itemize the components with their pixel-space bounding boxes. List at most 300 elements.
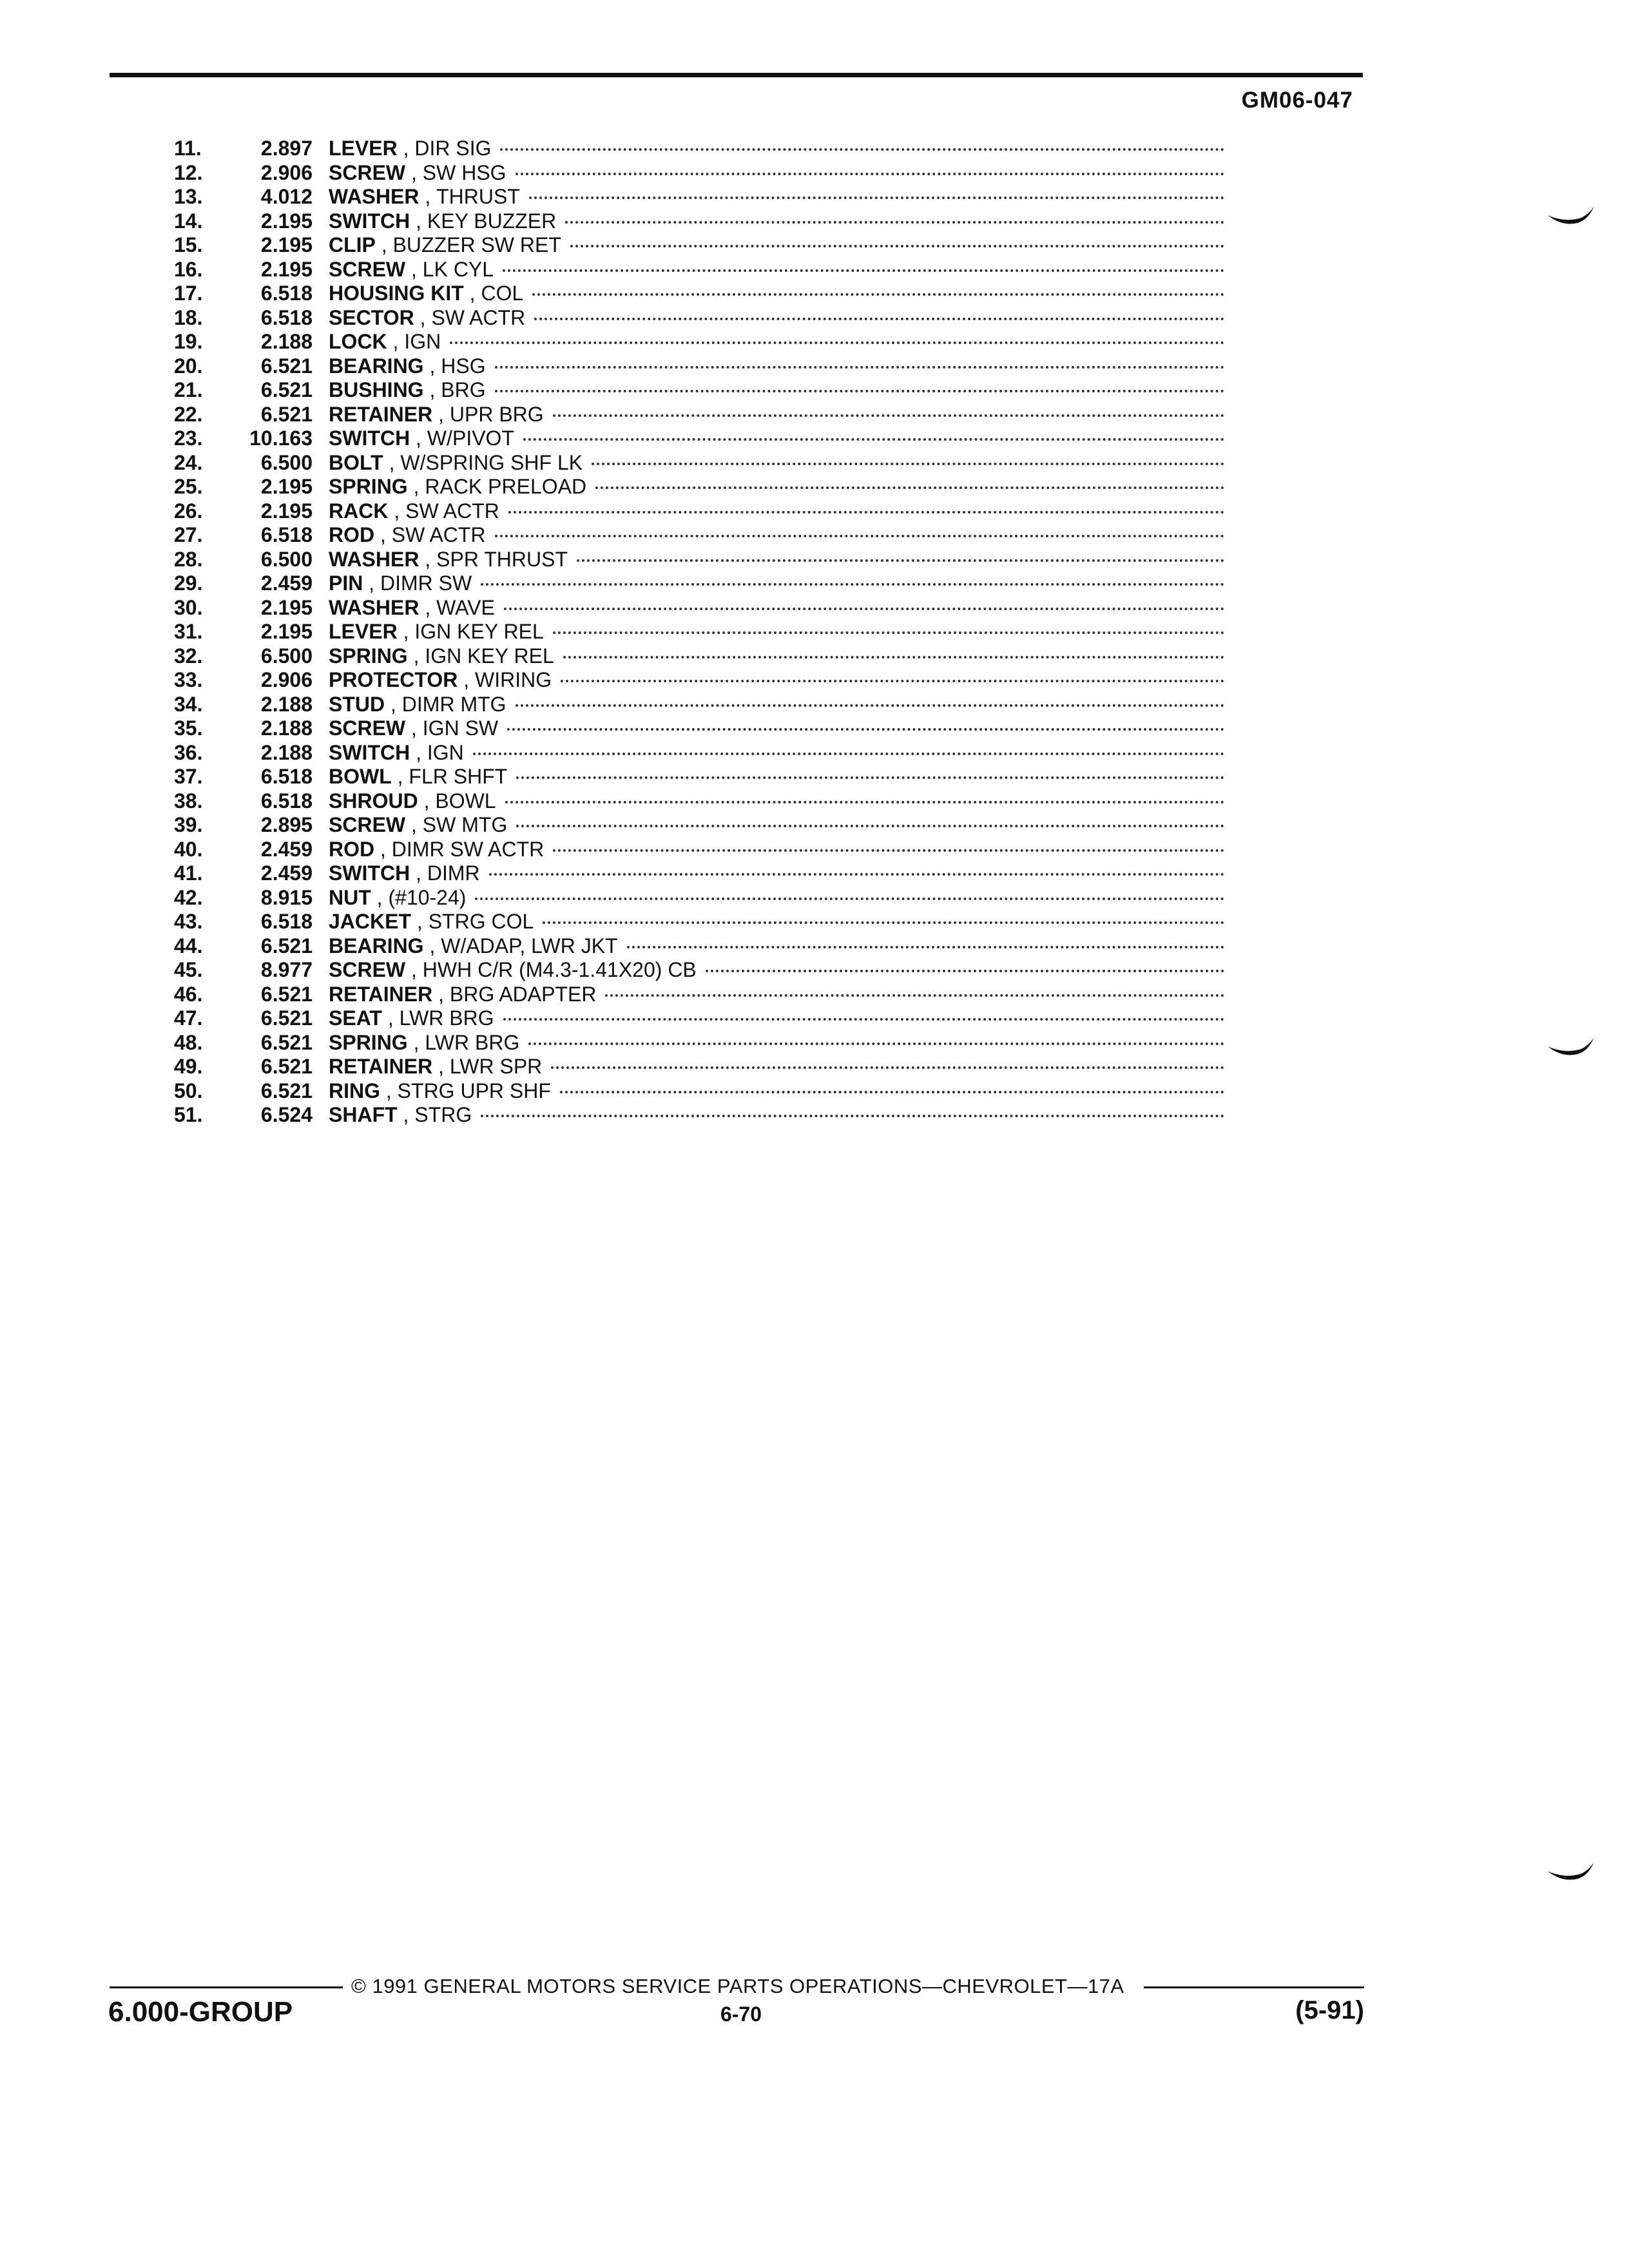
group-code: 6.500 xyxy=(260,450,313,474)
dot-leader xyxy=(627,946,1224,948)
part-number: 18. xyxy=(174,305,203,329)
part-number: 31. xyxy=(174,620,203,643)
separator: , xyxy=(380,1079,398,1102)
part-row xyxy=(0,330,1629,354)
separator: , xyxy=(432,982,450,1006)
part-qualifier: FLR SHFT xyxy=(409,765,508,788)
separator: , xyxy=(423,354,441,378)
part-row xyxy=(0,886,1629,910)
dot-leader xyxy=(529,197,1224,199)
part-row xyxy=(0,1006,1629,1031)
group-code: 10.163 xyxy=(249,427,313,450)
separator: , xyxy=(405,716,423,740)
dot-leader xyxy=(516,704,1224,707)
part-name: RACK xyxy=(329,499,389,523)
part-row xyxy=(0,572,1629,596)
part-qualifier: HSG xyxy=(441,354,486,378)
part-number: 39. xyxy=(174,813,203,836)
dot-leader xyxy=(475,898,1224,900)
group-code: 2.906 xyxy=(260,668,313,691)
part-description xyxy=(329,233,1224,258)
part-qualifier: SW ACTR xyxy=(431,305,526,329)
part-qualifier: KEY BUZZER xyxy=(427,209,557,233)
part-name: SPRING xyxy=(329,644,408,668)
part-name: BUSHING xyxy=(329,378,424,401)
separator: , xyxy=(363,572,381,595)
group-code: 6.521 xyxy=(260,934,313,957)
part-name: ROD xyxy=(329,523,375,546)
part-qualifier: BUZZER SW RET xyxy=(392,233,561,256)
part-qualifier: BRG xyxy=(441,378,486,401)
part-row xyxy=(0,620,1629,644)
part-description xyxy=(329,596,1224,620)
binder-hole-mark-bottom xyxy=(1545,1856,1597,1888)
part-number: 33. xyxy=(174,668,203,691)
dot-leader xyxy=(489,873,1224,876)
part-qualifier: WAVE xyxy=(436,595,495,619)
separator: , xyxy=(458,668,475,691)
group-code: 2.459 xyxy=(260,861,313,885)
footer-copyright: © 1991 GENERAL MOTORS SERVICE PARTS OPERATIONS—CHEVROLET—17A xyxy=(351,1975,1124,1997)
part-description xyxy=(329,572,1224,596)
part-row xyxy=(0,668,1629,693)
part-qualifier: W/SPRING SHF LK xyxy=(400,450,583,474)
part-row xyxy=(0,741,1629,765)
part-qualifier: STRG UPR SHF xyxy=(397,1079,551,1102)
separator: , xyxy=(411,910,429,933)
part-row xyxy=(0,789,1629,814)
part-description xyxy=(329,765,1224,789)
group-code: 2.195 xyxy=(260,209,313,233)
part-name: RETAINER xyxy=(329,402,433,426)
part-number: 26. xyxy=(174,499,203,523)
part-name: CLIP xyxy=(329,233,376,256)
part-qualifier: IGN xyxy=(427,740,464,764)
part-qualifier: STRG xyxy=(414,1103,472,1126)
part-number: 23. xyxy=(174,427,203,450)
part-description xyxy=(329,209,1224,234)
group-code: 4.012 xyxy=(260,185,313,208)
part-number: 25. xyxy=(174,475,203,498)
part-name: HOUSING KIT xyxy=(329,282,464,305)
revision-date: (5-91) xyxy=(1295,1996,1364,2024)
part-name: SCREW xyxy=(329,958,406,981)
part-qualifier: (#10-24) xyxy=(388,885,467,909)
group-code: 2.906 xyxy=(260,160,313,184)
part-qualifier: IGN KEY REL xyxy=(425,644,554,668)
part-row xyxy=(0,499,1629,524)
footer-rule-left xyxy=(110,1986,343,1988)
dot-leader xyxy=(481,1115,1224,1117)
part-description xyxy=(329,1079,1224,1104)
part-description xyxy=(329,983,1224,1007)
group-code: 6.500 xyxy=(260,547,313,571)
part-row xyxy=(0,838,1629,862)
part-number: 46. xyxy=(174,982,203,1006)
dot-leader xyxy=(503,1018,1224,1021)
dot-leader xyxy=(563,656,1224,658)
part-qualifier: BOWL xyxy=(435,789,496,812)
dot-leader xyxy=(505,801,1224,803)
separator: , xyxy=(381,1006,400,1030)
part-description xyxy=(329,1006,1224,1031)
part-number: 16. xyxy=(174,257,203,281)
part-row xyxy=(0,1055,1629,1079)
part-qualifier: STRG COL xyxy=(428,910,534,933)
separator: , xyxy=(391,765,409,788)
part-description xyxy=(329,644,1224,669)
group-code: 2.459 xyxy=(260,837,313,861)
separator: , xyxy=(419,185,437,208)
part-row xyxy=(0,282,1629,306)
part-number: 21. xyxy=(174,378,203,401)
separator: , xyxy=(423,934,441,957)
part-qualifier: W/ADAP, LWR JKT xyxy=(441,934,618,957)
part-number: 36. xyxy=(174,740,203,764)
part-number: 34. xyxy=(174,692,203,716)
part-name: SECTOR xyxy=(329,305,414,329)
dot-leader xyxy=(706,970,1224,972)
separator: , xyxy=(410,861,427,885)
part-number: 13. xyxy=(174,185,203,208)
part-name: SHAFT xyxy=(329,1103,398,1126)
page-number: 6-70 xyxy=(720,2003,762,2026)
group-code: 2.195 xyxy=(260,620,313,643)
part-row xyxy=(0,451,1629,476)
separator: , xyxy=(407,1030,425,1054)
part-qualifier: IGN KEY REL xyxy=(414,620,544,643)
part-description xyxy=(329,838,1224,862)
part-number: 15. xyxy=(174,233,203,256)
part-description xyxy=(329,137,1224,161)
separator: , xyxy=(423,378,441,401)
dot-leader xyxy=(450,341,1224,344)
part-qualifier: SW MTG xyxy=(422,813,508,836)
part-description xyxy=(329,258,1224,282)
dot-leader xyxy=(551,1066,1224,1069)
part-qualifier: SW ACTR xyxy=(391,523,486,546)
part-row xyxy=(0,548,1629,572)
part-qualifier: COL xyxy=(481,282,524,305)
group-code: 2.195 xyxy=(260,595,313,619)
part-name: SPRING xyxy=(329,1030,408,1054)
part-name: PROTECTOR xyxy=(329,668,458,691)
group-code: 6.521 xyxy=(260,1079,313,1102)
separator: , xyxy=(385,692,402,716)
group-code: 6.521 xyxy=(260,402,313,426)
separator: , xyxy=(407,475,425,498)
part-number: 50. xyxy=(174,1079,203,1102)
dot-leader xyxy=(516,173,1224,175)
part-name: RING xyxy=(329,1079,380,1102)
part-name: SCREW xyxy=(329,813,406,836)
dot-leader xyxy=(592,463,1224,465)
part-name: ROD xyxy=(329,837,375,861)
dot-leader xyxy=(553,414,1224,417)
group-code: 6.518 xyxy=(260,305,313,329)
part-qualifier: LWR BRG xyxy=(425,1030,520,1054)
part-description xyxy=(329,499,1224,524)
part-row xyxy=(0,596,1629,620)
part-row xyxy=(0,1079,1629,1104)
separator: , xyxy=(405,813,423,836)
part-number: 24. xyxy=(174,450,203,474)
part-qualifier: LWR SPR xyxy=(449,1055,543,1078)
part-name: SPRING xyxy=(329,475,408,498)
part-description xyxy=(329,330,1224,354)
part-name: BEARING xyxy=(329,934,424,957)
part-description xyxy=(329,1055,1224,1079)
group-code: 8.915 xyxy=(260,885,313,909)
part-qualifier: IGN xyxy=(404,330,441,353)
part-description xyxy=(329,185,1224,209)
separator: , xyxy=(432,402,450,426)
part-description xyxy=(329,282,1224,306)
document-code: GM06-047 xyxy=(1241,88,1353,113)
part-description xyxy=(329,813,1224,838)
part-qualifier: SW ACTR xyxy=(405,499,499,523)
part-name: BOWL xyxy=(329,765,392,788)
part-number: 17. xyxy=(174,282,203,305)
part-row xyxy=(0,716,1629,741)
group-code: 6.518 xyxy=(260,523,313,546)
dot-leader xyxy=(532,293,1224,296)
dot-leader xyxy=(481,583,1224,586)
dot-leader xyxy=(528,1043,1224,1045)
part-number: 30. xyxy=(174,595,203,619)
group-code: 8.977 xyxy=(260,958,313,981)
dot-leader xyxy=(495,390,1224,392)
part-row xyxy=(0,306,1629,331)
separator: , xyxy=(418,789,436,812)
part-name: PIN xyxy=(329,572,363,595)
part-number: 38. xyxy=(174,789,203,812)
dot-leader xyxy=(473,753,1224,755)
part-description xyxy=(329,354,1224,379)
dot-leader xyxy=(561,680,1224,682)
part-number: 28. xyxy=(174,547,203,571)
part-number: 37. xyxy=(174,765,203,788)
separator: , xyxy=(432,1055,450,1078)
part-qualifier: DIR SIG xyxy=(414,137,492,160)
part-row xyxy=(0,209,1629,234)
part-name: SCREW xyxy=(329,160,406,184)
part-row xyxy=(0,861,1629,886)
part-description xyxy=(329,306,1224,331)
part-description xyxy=(329,861,1224,886)
part-row xyxy=(0,233,1629,258)
part-row xyxy=(0,693,1629,717)
footer-rule-right xyxy=(1144,1986,1364,1988)
dot-leader xyxy=(553,849,1224,852)
part-row xyxy=(0,1031,1629,1055)
part-number: 49. xyxy=(174,1055,203,1078)
part-number: 47. xyxy=(174,1006,203,1030)
dot-leader xyxy=(495,366,1224,369)
part-qualifier: DIMR SW ACTR xyxy=(391,837,545,861)
part-name: WASHER xyxy=(329,547,419,571)
dot-leader xyxy=(577,559,1224,562)
dot-leader xyxy=(595,486,1224,489)
part-qualifier: UPR BRG xyxy=(449,402,544,426)
dot-leader xyxy=(516,825,1224,827)
separator: , xyxy=(383,450,401,474)
part-number: 43. xyxy=(174,910,203,933)
separator: , xyxy=(410,209,427,233)
group-code: 2.895 xyxy=(260,813,313,836)
separator: , xyxy=(405,257,423,281)
part-qualifier: SPR THRUST xyxy=(436,547,568,571)
separator: , xyxy=(419,547,437,571)
group-code: 6.521 xyxy=(260,378,313,401)
part-number: 40. xyxy=(174,837,203,861)
group-code: 6.521 xyxy=(260,982,313,1006)
part-name: WASHER xyxy=(329,595,419,619)
group-code: 6.500 xyxy=(260,644,313,668)
part-qualifier: DIMR MTG xyxy=(401,692,506,716)
footer-group: 6.000-GROUP xyxy=(108,1996,293,2028)
part-number: 32. xyxy=(174,644,203,668)
dot-leader xyxy=(495,535,1224,537)
dot-leader xyxy=(523,438,1224,441)
part-number: 44. xyxy=(174,934,203,957)
part-name: LOCK xyxy=(329,330,387,353)
part-description xyxy=(329,741,1224,765)
part-qualifier: W/PIVOT xyxy=(427,427,514,450)
part-description xyxy=(329,668,1224,693)
part-name: LEVER xyxy=(329,137,398,160)
part-number: 41. xyxy=(174,861,203,885)
separator: , xyxy=(414,305,432,329)
part-row xyxy=(0,258,1629,282)
group-code: 6.518 xyxy=(260,789,313,812)
part-description xyxy=(329,161,1224,186)
part-description xyxy=(329,958,1224,983)
group-code: 2.188 xyxy=(260,692,313,716)
part-row xyxy=(0,523,1629,548)
part-number: 29. xyxy=(174,572,203,595)
part-description xyxy=(329,427,1224,451)
part-description xyxy=(329,620,1224,644)
part-description xyxy=(329,475,1224,499)
dot-leader xyxy=(534,318,1224,320)
separator: , xyxy=(419,595,437,619)
part-row xyxy=(0,137,1629,161)
group-code: 2.188 xyxy=(260,740,313,764)
part-name: BOLT xyxy=(329,450,383,474)
part-row xyxy=(0,765,1629,789)
part-number: 12. xyxy=(174,160,203,184)
part-name: SCREW xyxy=(329,716,406,740)
part-qualifier: WIRING xyxy=(474,668,552,691)
part-row xyxy=(0,1103,1629,1128)
part-name: SCREW xyxy=(329,257,406,281)
part-name: JACKET xyxy=(329,910,412,933)
part-description xyxy=(329,934,1224,959)
group-code: 6.518 xyxy=(260,765,313,788)
part-row xyxy=(0,475,1629,499)
group-code: 2.459 xyxy=(260,572,313,595)
part-row xyxy=(0,983,1629,1007)
separator: , xyxy=(405,958,423,981)
top-rule xyxy=(110,73,1363,77)
part-description xyxy=(329,910,1224,934)
dot-leader xyxy=(504,608,1224,610)
group-code: 2.897 xyxy=(260,137,313,160)
part-row xyxy=(0,185,1629,209)
dot-leader xyxy=(516,776,1224,779)
separator: , xyxy=(371,885,389,909)
part-description xyxy=(329,1103,1224,1128)
separator: , xyxy=(397,137,415,160)
part-row xyxy=(0,427,1629,451)
part-description xyxy=(329,451,1224,476)
part-name: RETAINER xyxy=(329,1055,433,1078)
part-name: SWITCH xyxy=(329,427,410,450)
group-code: 6.518 xyxy=(260,282,313,305)
separator: , xyxy=(387,330,405,353)
group-code: 6.521 xyxy=(260,354,313,378)
separator: , xyxy=(410,740,427,764)
part-description xyxy=(329,548,1224,572)
part-name: SHROUD xyxy=(329,789,418,812)
separator: , xyxy=(463,282,481,305)
part-description xyxy=(329,403,1224,427)
part-name: SWITCH xyxy=(329,209,410,233)
part-row xyxy=(0,644,1629,669)
group-code: 2.195 xyxy=(260,233,313,256)
group-code: 2.195 xyxy=(260,499,313,523)
group-code: 6.524 xyxy=(260,1103,313,1126)
part-row xyxy=(0,403,1629,427)
dot-leader xyxy=(570,245,1224,247)
part-number: 35. xyxy=(174,716,203,740)
part-qualifier: DIMR xyxy=(427,861,480,885)
group-code: 6.521 xyxy=(260,1055,313,1078)
separator: , xyxy=(397,1103,415,1126)
part-name: LEVER xyxy=(329,620,398,643)
part-description xyxy=(329,693,1224,717)
part-qualifier: SW HSG xyxy=(422,160,506,184)
part-number: 11. xyxy=(174,137,202,160)
part-row xyxy=(0,813,1629,838)
part-qualifier: LWR BRG xyxy=(399,1006,494,1030)
group-code: 6.521 xyxy=(260,1030,313,1054)
dot-leader xyxy=(565,221,1224,224)
part-qualifier: HWH C/R (M4.3-1.41X20) CB xyxy=(422,958,697,981)
part-row xyxy=(0,958,1629,983)
dot-leader xyxy=(503,269,1224,272)
part-number: 22. xyxy=(174,402,203,426)
part-name: BEARING xyxy=(329,354,424,378)
group-code: 6.518 xyxy=(260,910,313,933)
separator: , xyxy=(388,499,406,523)
dot-leader xyxy=(500,148,1224,151)
group-code: 2.195 xyxy=(260,475,313,498)
separator: , xyxy=(410,427,427,450)
part-row xyxy=(0,910,1629,934)
dot-leader xyxy=(543,921,1224,924)
part-name: SWITCH xyxy=(329,861,410,885)
part-number: 27. xyxy=(174,523,203,546)
part-name: STUD xyxy=(329,692,385,716)
part-name: NUT xyxy=(329,885,371,909)
part-number: 51. xyxy=(174,1103,203,1126)
part-number: 45. xyxy=(174,958,203,981)
part-description xyxy=(329,1031,1224,1055)
part-row xyxy=(0,378,1629,403)
part-name: SEAT xyxy=(329,1006,382,1030)
